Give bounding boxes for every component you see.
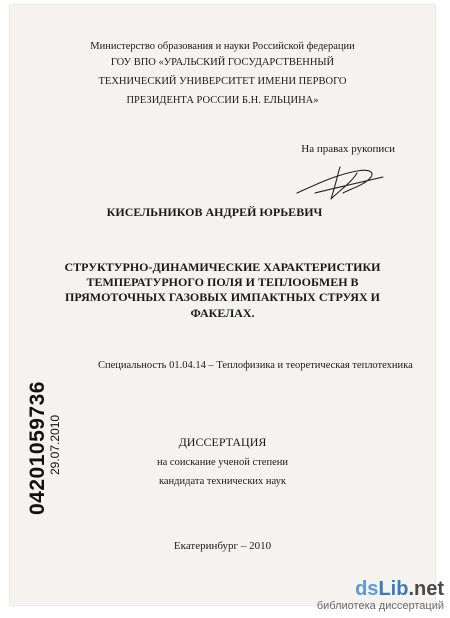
library-stamp xyxy=(24,365,64,515)
title-line-2: ТЕМПЕРАТУРНОГО ПОЛЯ И ТЕПЛООБМЕН В xyxy=(86,275,359,289)
logo-part-ds: ds xyxy=(355,578,379,600)
city-year: Екатеринбург – 2010 xyxy=(173,540,272,552)
dslib-logo xyxy=(317,578,444,600)
signature-icon xyxy=(295,163,385,203)
logo-part-lib: Lib xyxy=(378,578,409,600)
stamp-number: 04201059736 xyxy=(26,381,49,515)
document-page xyxy=(10,5,435,605)
dissertation-heading: ДИССЕРТАЦИЯ xyxy=(178,435,267,449)
stamp-date: 29.07.2010 xyxy=(48,414,62,475)
manuscript-rights: На правах рукописи xyxy=(301,143,395,155)
logo-part-net: .net xyxy=(408,578,444,600)
title-line-3: ПРЯМОТОЧНЫХ ГАЗОВЫХ ИМПАКТНЫХ СТРУЯХ И xyxy=(65,290,380,304)
dslib-watermark xyxy=(317,578,444,612)
degree-line-1: на соискание ученой степени xyxy=(157,457,288,468)
degree-line-2: кандидата технических наук xyxy=(158,476,287,487)
dslib-tagline: библиотека диссертаций xyxy=(316,600,444,612)
university-line-3: ПРЕЗИДЕНТА РОССИИ Б.Н. ЕЛЬЦИНА» xyxy=(126,95,319,106)
ministry-line: Министерство образования и науки Российской федерации xyxy=(90,41,355,52)
author-name: КИСЕЛЬНИКОВ АНДРЕЙ ЮРЬЕВИЧ xyxy=(106,205,323,219)
title-line-1: СТРУКТУРНО-ДИНАМИЧЕСКИЕ ХАРАКТЕРИСТИКИ xyxy=(64,260,381,274)
title-line-4: ФАКЕЛАХ. xyxy=(190,306,255,320)
university-line-1: ГОУ ВПО «УРАЛЬСКИЙ ГОСУДАРСТВЕННЫЙ xyxy=(110,57,335,68)
university-line-2: ТЕХНИЧЕСКИЙ УНИВЕРСИТЕТ ИМЕНИ ПЕРВОГО xyxy=(98,76,347,87)
specialty-line: Специальность 01.04.14 – Теплофизика и теоретическая теплотехника xyxy=(98,360,413,371)
